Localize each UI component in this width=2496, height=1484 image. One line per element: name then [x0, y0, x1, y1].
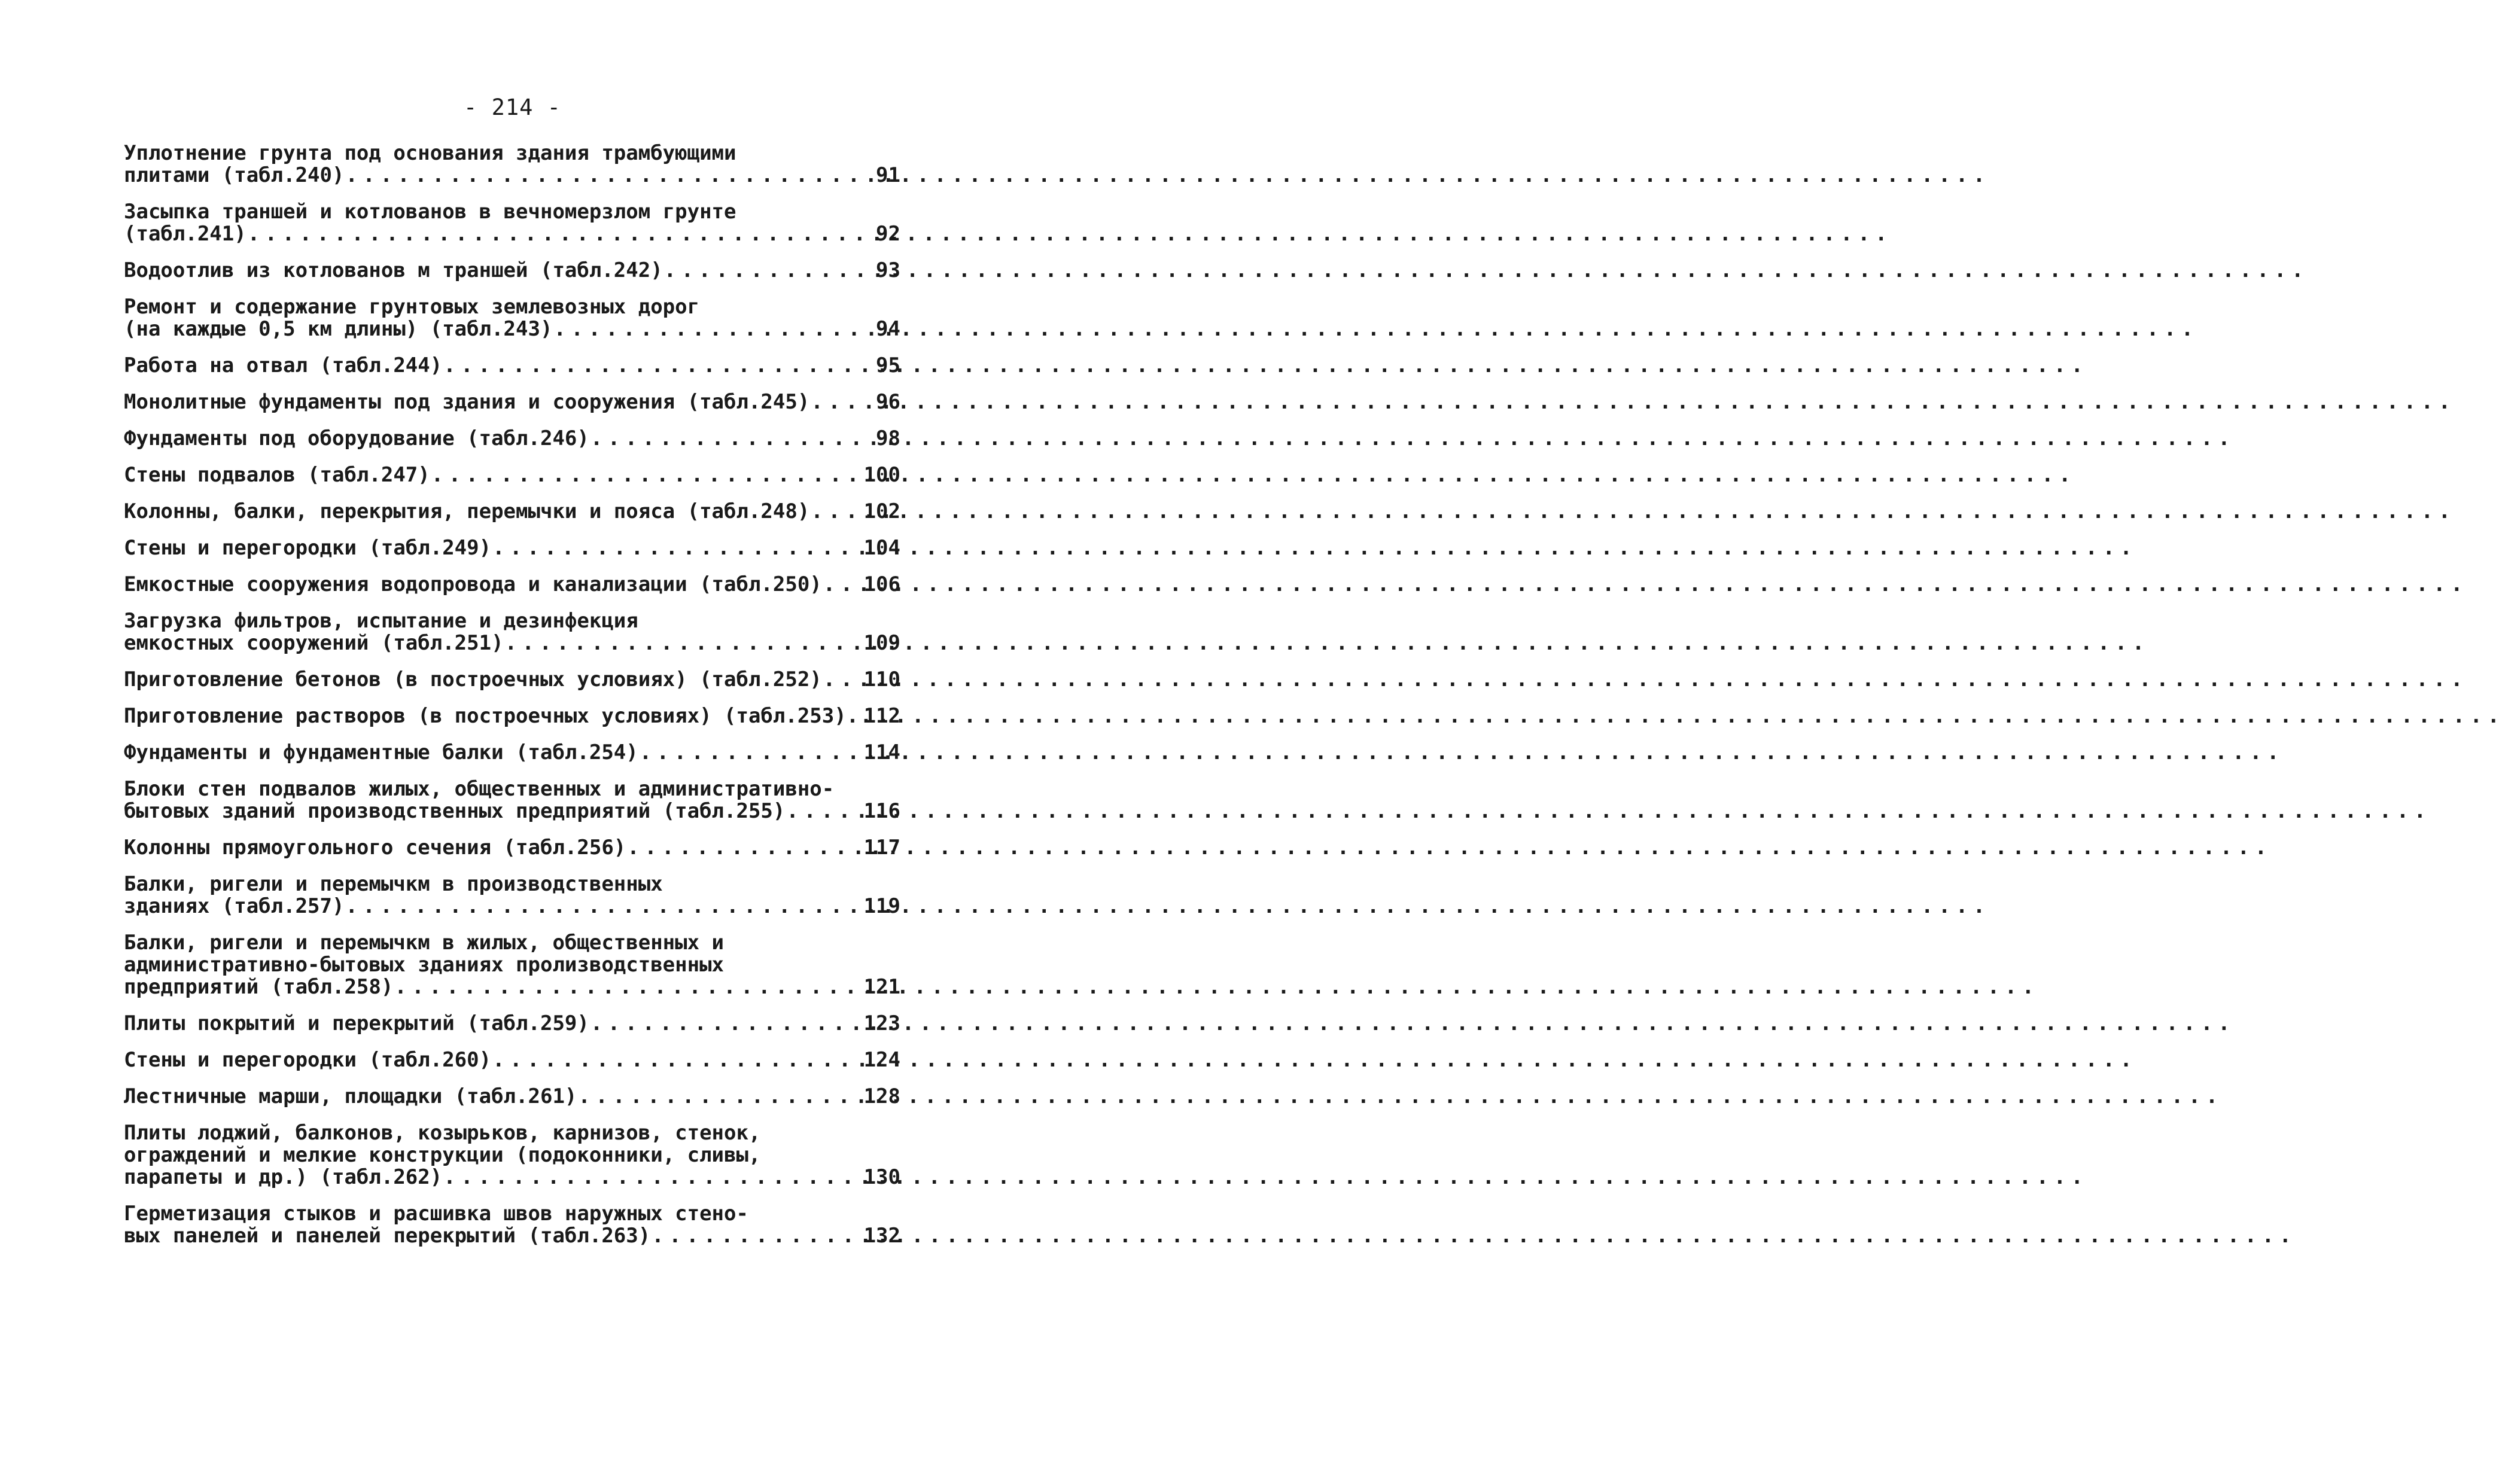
toc-entry-title	[124, 464, 853, 486]
dot-leader	[811, 391, 2447, 413]
dot-leader	[345, 164, 1981, 187]
toc-entry-title	[124, 391, 853, 413]
toc-entry-title	[124, 501, 853, 523]
toc-entry-title	[124, 873, 853, 918]
toc-entry	[124, 778, 902, 822]
toc-entry	[124, 1049, 902, 1071]
dot-leader	[664, 260, 2300, 282]
toc-entry-title	[124, 610, 853, 654]
toc-entry	[124, 610, 902, 654]
toc-entry	[124, 1086, 902, 1108]
dot-leader	[553, 318, 2190, 340]
dot-leader	[443, 1166, 2080, 1189]
toc-entry-line: Фундаменты под оборудование (табл.246) . . .	[124, 428, 853, 450]
toc-entry-line: Ремонт и содержание грунтовых землевозных дорог	[124, 295, 700, 319]
toc-entry-page-number: 117	[863, 836, 900, 860]
toc-entry	[124, 501, 902, 523]
toc-entry-title	[124, 201, 853, 245]
toc-entry	[124, 428, 902, 450]
page-number: - 214 -	[464, 95, 561, 120]
toc-entry-line: парапеты и др.) (табл.262) . . .	[124, 1166, 853, 1189]
toc-entry-title	[124, 574, 853, 596]
toc-entry-line: Приготовление бетонов (в построечных условиях) (табл.252) . . .	[124, 669, 853, 691]
dot-leader	[860, 705, 2496, 727]
toc-entry-title	[124, 142, 853, 187]
toc-entry-line: Приготовление растворов (в построечных условиях) (табл.253). . . .	[124, 705, 853, 727]
toc-entry-line: зданиях (табл.257) . . .	[124, 895, 853, 918]
toc-entry-line: Плиты покрытий и перекрытий (табл.259) . . .	[124, 1013, 853, 1035]
toc-entry-page-number: 102	[863, 499, 900, 523]
toc-entry	[124, 296, 902, 340]
toc-entry-page-number: 114	[863, 741, 900, 764]
toc-entry	[124, 1013, 902, 1035]
toc-entry-page-number: 98	[876, 426, 900, 450]
toc-entry-line: ограждений и мелкие конструкции (подоконники, сливы,	[124, 1143, 761, 1167]
toc-entry	[124, 574, 902, 596]
toc-entry-page-number: 128	[863, 1084, 900, 1108]
toc-entry-line: предприятий (табл.258) . . .	[124, 976, 853, 998]
toc-entry-line: Засыпка траншей и котлованов в вечномерзлом грунте	[124, 200, 736, 224]
toc-entry-title	[124, 669, 853, 691]
toc-entry-line: Герметизация стыков и расшивка швов наружных стено-	[124, 1202, 748, 1226]
toc-entry-page-number: 96	[876, 390, 900, 414]
toc-entry-page-number: 112	[863, 704, 900, 728]
toc-entry-line: административно-бытовых зданиях пролизводственных	[124, 953, 725, 977]
document-page	[0, 0, 1025, 1484]
toc-entry-page-number: 109	[863, 631, 900, 655]
dot-leader	[590, 428, 2227, 450]
toc-entry	[124, 1122, 902, 1189]
toc-entry-line: Стены подвалов (табл.247) . . .	[124, 464, 853, 486]
dot-leader	[394, 976, 2031, 998]
toc-entry-title	[124, 1013, 853, 1035]
table-of-contents	[124, 142, 902, 1261]
toc-entry-page-number: 95	[876, 354, 900, 377]
dot-leader	[443, 355, 2080, 377]
toc-entry-title	[124, 742, 853, 764]
toc-entry	[124, 837, 902, 859]
toc-entry-page-number: 116	[863, 799, 900, 823]
toc-entry-page-number: 124	[863, 1048, 900, 1072]
toc-entry-title	[124, 537, 853, 559]
toc-entry-title	[124, 260, 853, 282]
toc-entry-page-number: 104	[863, 536, 900, 560]
toc-entry-line: плитами (табл.240) . . .	[124, 164, 853, 187]
toc-entry	[124, 705, 902, 727]
toc-entry-line: Лестничные марши, площадки (табл.261) . . .	[124, 1086, 853, 1108]
toc-entry	[124, 464, 902, 486]
toc-entry-page-number: 93	[876, 258, 900, 282]
toc-entry	[124, 873, 902, 918]
dot-leader	[590, 1013, 2227, 1035]
toc-entry-line: (табл.241) . . .	[124, 223, 853, 245]
toc-entry-line: Водоотлив из котлованов м траншей (табл.242) . . .	[124, 260, 853, 282]
dot-leader	[505, 632, 2141, 654]
toc-entry-line: вых панелей и панелей перекрытий (табл.263) . . .	[124, 1225, 853, 1247]
dot-leader	[248, 223, 1884, 245]
toc-entry-page-number: 92	[876, 222, 900, 246]
toc-entry	[124, 537, 902, 559]
toc-entry	[124, 742, 902, 764]
toc-entry-title	[124, 1203, 853, 1247]
toc-entry-page-number: 91	[876, 163, 900, 187]
dot-leader	[492, 1049, 2129, 1071]
toc-entry-line: (на каждые 0,5 км длины) (табл.243) . . .	[124, 318, 853, 340]
toc-entry-title	[124, 296, 853, 340]
toc-entry-title	[124, 778, 853, 822]
toc-entry-line: Колонны прямоугольного сечения (табл.256) . . .	[124, 837, 853, 859]
toc-entry	[124, 669, 902, 691]
toc-entry-page-number: 100	[863, 463, 900, 487]
toc-entry-line: Монолитные фундаменты под здания и сооружения (табл.245) . . .	[124, 391, 853, 413]
toc-entry-line: Стены и перегородки (табл.260) . . .	[124, 1049, 853, 1071]
toc-entry-line: бытовых зданий производственных предприятий (табл.255) . . .	[124, 800, 853, 822]
toc-entry-title	[124, 355, 853, 377]
toc-entry	[124, 355, 902, 377]
toc-entry-line: Стены и перегородки (табл.249) . . .	[124, 537, 853, 559]
toc-entry-page-number: 130	[863, 1165, 900, 1189]
toc-entry-title	[124, 428, 853, 450]
toc-entry-line: Фундаменты и фундаментные балки (табл.254) . . .	[124, 742, 853, 764]
dot-leader	[431, 464, 2068, 486]
dot-leader	[578, 1086, 2214, 1108]
toc-entry-page-number: 119	[863, 894, 900, 918]
toc-entry-title	[124, 932, 853, 998]
toc-entry-page-number: 106	[863, 572, 900, 596]
dot-leader	[345, 895, 1981, 918]
toc-entry	[124, 142, 902, 187]
toc-entry-title	[124, 1086, 853, 1108]
toc-entry-line: емкостных сооружений (табл.251) . . .	[124, 632, 853, 654]
toc-entry-page-number: 94	[876, 317, 900, 341]
toc-entry-line: Колонны, балки, перекрытия, перемычки и пояса (табл.248) . . .	[124, 501, 853, 523]
toc-entry-page-number: 121	[863, 975, 900, 999]
dot-leader	[823, 574, 2460, 596]
toc-entry-line: Балки, ригели и перемычкм в производственных	[124, 872, 663, 896]
toc-entry-title	[124, 837, 853, 859]
toc-entry-title	[124, 1122, 853, 1189]
toc-entry-line: Плиты лоджий, балконов, козырьков, карнизов, стенок,	[124, 1121, 761, 1145]
dot-leader	[786, 800, 2422, 822]
toc-entry-page-number: 132	[863, 1224, 900, 1248]
toc-entry	[124, 1203, 902, 1247]
dot-leader	[492, 537, 2129, 559]
toc-entry	[124, 201, 902, 245]
toc-entry-line: Работа на отвал (табл.244) . . .	[124, 355, 853, 377]
toc-entry-line: Загрузка фильтров, испытание и дезинфекция	[124, 609, 638, 633]
toc-entry-line: Балки, ригели и перемычкм в жилых, общественных и	[124, 931, 725, 955]
dot-leader	[811, 501, 2447, 523]
toc-entry-page-number: 123	[863, 1011, 900, 1035]
toc-entry-page-number: 110	[863, 668, 900, 691]
toc-entry	[124, 391, 902, 413]
dot-leader	[823, 669, 2460, 691]
toc-entry-title	[124, 704, 859, 728]
toc-entry	[124, 260, 902, 282]
toc-entry-line: Блоки стен подвалов жилых, общественных и административно-	[124, 777, 835, 801]
toc-entry	[124, 932, 902, 998]
toc-entry-title	[124, 1049, 853, 1071]
toc-entry-line: Емкостные сооружения водопровода и канализации (табл.250) . . .	[124, 574, 853, 596]
toc-entry-line: Уплотнение грунта под основания здания трамбующими	[124, 141, 736, 165]
